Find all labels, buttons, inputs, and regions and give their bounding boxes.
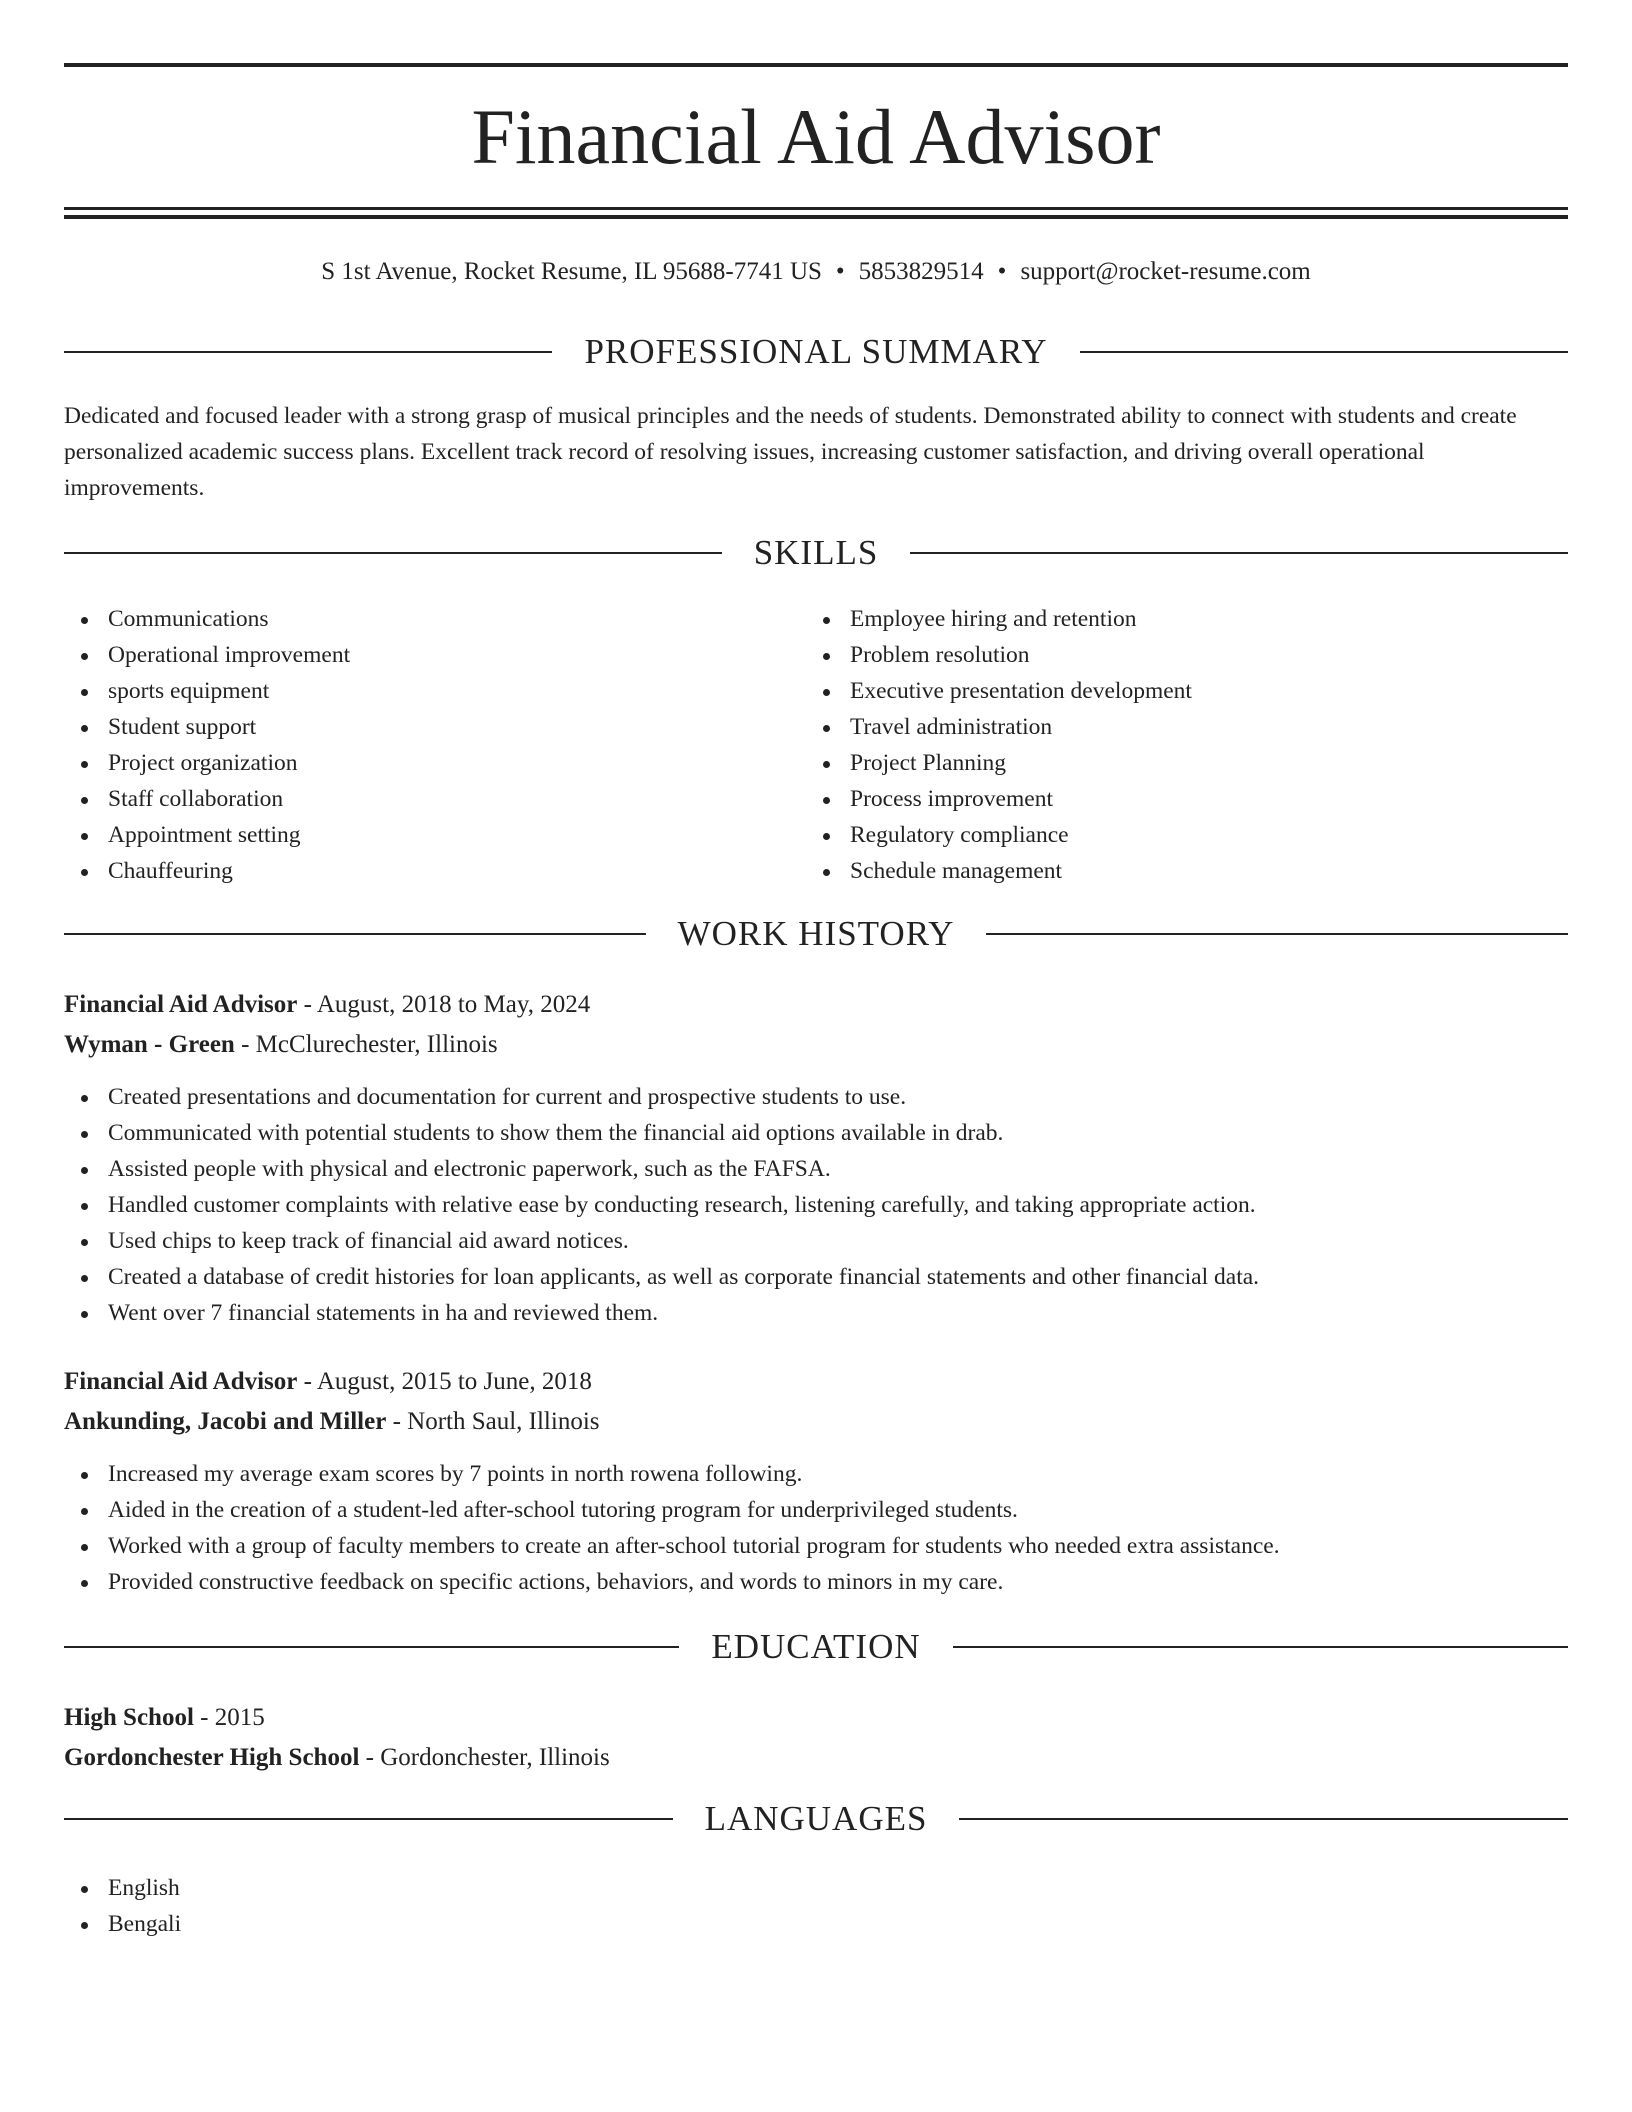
- header-double-rule-lower: [64, 215, 1568, 219]
- education-degree: High School: [64, 1704, 194, 1731]
- section-title-languages: LANGUAGES: [704, 1799, 928, 1838]
- contact-line: [64, 254, 1568, 290]
- job-location: - North Saul, Illinois: [386, 1408, 600, 1435]
- skill-item: Staff collaboration: [64, 781, 350, 817]
- section-rule-left: [64, 933, 646, 935]
- job-title-line: [64, 985, 590, 1025]
- job-responsibilities-list: [64, 1079, 1259, 1331]
- languages-list: [64, 1870, 181, 1942]
- section-title-work-history: WORK HISTORY: [677, 914, 955, 953]
- section-rule-left: [64, 1818, 673, 1820]
- section-rule-right: [959, 1818, 1568, 1820]
- section-rule-right: [986, 933, 1568, 935]
- section-rule-right: [953, 1646, 1568, 1648]
- header-top-rule: [64, 63, 1568, 67]
- skill-item: Project Planning: [806, 745, 1192, 781]
- section-header-education: [64, 1625, 1568, 1669]
- job-company-line: [64, 1025, 498, 1065]
- contact-email: support@rocket-resume.com: [1020, 258, 1311, 285]
- header-double-rule-upper: [64, 207, 1568, 210]
- job-title: Financial Aid Advisor: [64, 991, 298, 1018]
- skill-item: Employee hiring and retention: [806, 601, 1192, 637]
- skill-item: Schedule management: [806, 853, 1192, 889]
- skill-item: Process improvement: [806, 781, 1192, 817]
- responsibility-item: Went over 7 financial statements in ha and reviewed them.: [64, 1295, 1259, 1331]
- responsibility-item: Used chips to keep track of financial aid award notices.: [64, 1223, 1259, 1259]
- skills-list-right: [806, 601, 1192, 889]
- language-item: Bengali: [64, 1906, 181, 1942]
- job-title: Financial Aid Advisor: [64, 1368, 298, 1395]
- skill-item: Communications: [64, 601, 350, 637]
- responsibility-item: Assisted people with physical and electronic paperwork, such as the FAFSA.: [64, 1151, 1259, 1187]
- education-school: Gordonchester High School: [64, 1744, 360, 1771]
- skill-item: Executive presentation development: [806, 673, 1192, 709]
- responsibility-item: Provided constructive feedback on specific actions, behaviors, and words to minors in my care.: [64, 1564, 1280, 1600]
- section-title-summary: PROFESSIONAL SUMMARY: [584, 332, 1048, 371]
- responsibility-item: Handled customer complaints with relative ease by conducting research, listening carefully, and taking appropriate action.: [64, 1187, 1259, 1223]
- education-degree-line: [64, 1698, 265, 1738]
- contact-address: S 1st Avenue, Rocket Resume, IL 95688-7741 US: [321, 258, 822, 285]
- section-rule-right: [910, 552, 1568, 554]
- section-title-education: EDUCATION: [711, 1627, 921, 1666]
- skills-list-left: [64, 601, 350, 889]
- contact-separator: •: [997, 258, 1007, 285]
- contact-phone: 5853829514: [858, 258, 984, 285]
- responsibility-item: Communicated with potential students to show them the financial aid options available in drab.: [64, 1115, 1259, 1151]
- section-rule-left: [64, 1646, 679, 1648]
- skill-item: Project organization: [64, 745, 350, 781]
- skill-item: Problem resolution: [806, 637, 1192, 673]
- job-dates: - August, 2018 to May, 2024: [297, 991, 591, 1018]
- section-rule-left: [64, 552, 722, 554]
- education-year: - 2015: [193, 1704, 265, 1731]
- summary-text: Dedicated and focused leader with a strong grasp of musical principles and the needs of students. Demonstrated ability to connect with students and create personalized academic success plans. Excellent track record of resolving issues, increasing customer satisfaction, and driving overall operational improvements.: [64, 403, 1517, 501]
- skill-item: sports equipment: [64, 673, 350, 709]
- section-header-work-history: [64, 912, 1568, 956]
- resume-name-title: Financial Aid Advisor: [471, 93, 1161, 180]
- skill-item: Travel administration: [806, 709, 1192, 745]
- job-dates: - August, 2015 to June, 2018: [297, 1368, 592, 1395]
- section-header-summary: [64, 330, 1568, 374]
- section-title-skills: SKILLS: [753, 533, 879, 572]
- job-company: Wyman - Green: [64, 1031, 235, 1058]
- section-rule-left: [64, 351, 552, 353]
- section-rule-right: [1080, 351, 1568, 353]
- education-location: - Gordonchester, Illinois: [359, 1744, 610, 1771]
- education-school-line: [64, 1738, 610, 1778]
- responsibility-item: Worked with a group of faculty members to create an after-school tutorial program for students who needed extra assistance.: [64, 1528, 1280, 1564]
- section-header-skills: [64, 531, 1568, 575]
- skill-item: Operational improvement: [64, 637, 350, 673]
- skill-item: Regulatory compliance: [806, 817, 1192, 853]
- job-company-line: [64, 1402, 600, 1442]
- job-responsibilities-list: [64, 1456, 1280, 1600]
- section-header-languages: [64, 1797, 1568, 1841]
- job-title-line: [64, 1362, 592, 1402]
- job-location: - McClurechester, Illinois: [234, 1031, 498, 1058]
- skill-item: Appointment setting: [64, 817, 350, 853]
- job-company: Ankunding, Jacobi and Miller: [64, 1408, 387, 1435]
- responsibility-item: Created presentations and documentation for current and prospective students to use.: [64, 1079, 1259, 1115]
- language-item: English: [64, 1870, 181, 1906]
- responsibility-item: Aided in the creation of a student-led after-school tutoring program for underprivileged students.: [64, 1492, 1280, 1528]
- responsibility-item: Created a database of credit histories for loan applicants, as well as corporate financial statements and other financial data.: [64, 1259, 1259, 1295]
- responsibility-item: Increased my average exam scores by 7 points in north rowena following.: [64, 1456, 1280, 1492]
- skill-item: Student support: [64, 709, 350, 745]
- skill-item: Chauffeuring: [64, 853, 350, 889]
- contact-separator: •: [835, 258, 845, 285]
